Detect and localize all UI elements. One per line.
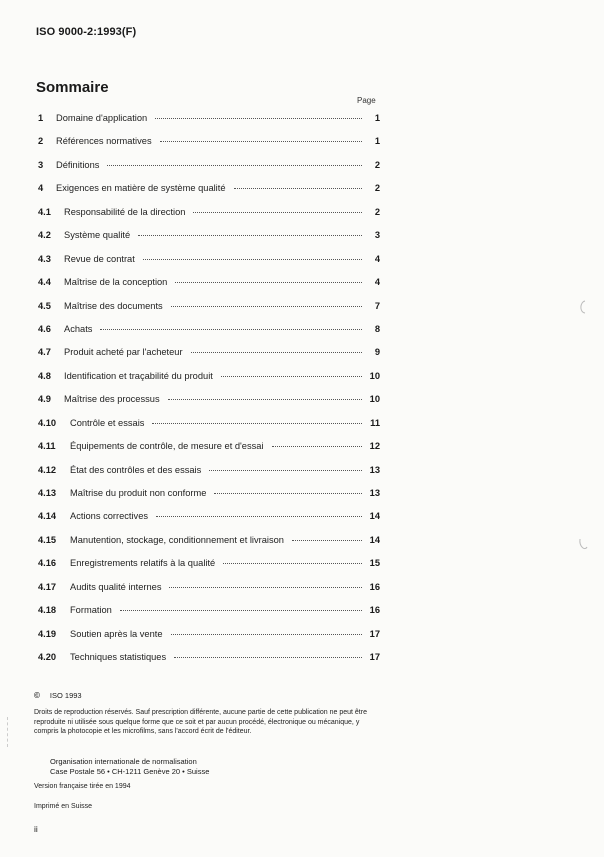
toc-entry-number: 2 xyxy=(38,136,44,147)
toc-leader-dots xyxy=(100,328,362,330)
toc-entry-label: Responsabilité de la direction xyxy=(64,206,186,217)
toc-entry xyxy=(38,348,380,371)
toc-entry-page: 13 xyxy=(369,464,380,475)
binder-hole-mark-top xyxy=(577,300,587,314)
toc-entry-page: 7 xyxy=(374,300,380,311)
toc-entry xyxy=(38,653,380,676)
toc-entry xyxy=(38,442,380,465)
toc-leader-dots xyxy=(193,211,362,213)
organization-block xyxy=(50,757,209,777)
toc-entry-page: 1 xyxy=(374,136,380,147)
toc-leader-dots xyxy=(234,187,362,189)
toc-entry xyxy=(38,231,380,254)
toc-leader-dots xyxy=(223,562,362,564)
toc-leader-dots xyxy=(152,422,362,424)
toc-entry xyxy=(38,419,380,442)
toc-entry-number: 4.9 xyxy=(38,394,51,405)
toc-leader-dots xyxy=(160,140,362,142)
toc-entry-page: 16 xyxy=(369,581,380,592)
toc-entry-page: 17 xyxy=(369,652,380,663)
toc-entry-number: 4.18 xyxy=(38,605,57,616)
toc-entry-number: 4.6 xyxy=(38,323,51,334)
copyright-line xyxy=(34,691,82,700)
toc-entry-page: 14 xyxy=(369,511,380,522)
toc-entry-page: 13 xyxy=(369,488,380,498)
toc-leader-dots xyxy=(221,375,362,377)
toc-entry-number: 3 xyxy=(38,159,44,170)
toc-entry xyxy=(38,536,380,559)
toc-entry xyxy=(38,489,380,512)
toc-entry-number: 4.14 xyxy=(38,511,57,522)
toc-entry-number: 4.3 xyxy=(38,253,51,264)
toc-entry-page: 15 xyxy=(369,558,380,569)
copyright-text: ISO 1993 xyxy=(49,691,82,700)
page-number: ii xyxy=(34,824,38,834)
toc-entry-page: 2 xyxy=(374,206,380,217)
toc-entry-label: Enregistrements relatifs à la qualité xyxy=(70,558,216,569)
toc-entry-label: Audits qualité internes xyxy=(70,581,162,592)
toc-entry-number: 4.2 xyxy=(38,230,51,241)
toc-entry xyxy=(38,583,380,606)
margin-scan-mark xyxy=(7,717,9,747)
toc-entry xyxy=(38,466,380,489)
toc-entry-number: 4.13 xyxy=(38,488,57,498)
toc-entry-label: État des contrôles et des essais xyxy=(70,464,202,475)
page-title: Sommaire xyxy=(36,79,109,96)
toc-entry-page: 17 xyxy=(369,628,380,639)
toc-entry-page: 2 xyxy=(374,183,380,194)
toc-entry-label: Techniques statistiques xyxy=(70,652,167,663)
toc-entry-label: Maîtrise des documents xyxy=(64,300,163,311)
page-column-label: Page xyxy=(357,96,376,105)
toc-entry-page: 10 xyxy=(369,394,380,405)
toc-entry-label: Références normatives xyxy=(56,136,152,147)
toc-entry xyxy=(38,137,380,160)
toc-entry xyxy=(38,114,380,137)
toc-entry-page: 16 xyxy=(369,605,380,616)
toc-entry-page: 4 xyxy=(374,253,380,264)
toc-entry-number: 4.19 xyxy=(38,628,57,639)
rights-notice: Droits de reproduction réservés. Sauf prescription différente, aucune partie de cette publication ne peut être reproduite ni utilisée sous quelque forme que ce soit et par aucun procédé, électronique ou mécanique, y compris la photocopie et les microfilms, sans l'accord écrit de l'éditeur. xyxy=(34,709,367,736)
toc-entry-page: 14 xyxy=(369,534,380,545)
toc-entry-label: Équipements de contrôle, de mesure et d'essai xyxy=(70,441,264,452)
toc-entry xyxy=(38,278,380,301)
toc-leader-dots xyxy=(191,351,362,353)
copyright-icon: © xyxy=(34,691,40,700)
toc-entry-number: 4.8 xyxy=(38,370,51,381)
toc-entry xyxy=(38,372,380,395)
toc-entry-label: Maîtrise du produit non conforme xyxy=(70,488,207,498)
toc-entry-label: Contrôle et essais xyxy=(70,417,145,428)
toc-leader-dots xyxy=(171,633,362,635)
toc-leader-dots xyxy=(169,586,362,588)
toc-entry-number: 4.15 xyxy=(38,534,57,545)
toc-entry-page: 9 xyxy=(374,347,380,358)
toc-leader-dots xyxy=(171,305,362,307)
toc-leader-dots xyxy=(175,281,362,283)
toc-entry-label: Soutien après la vente xyxy=(70,628,163,639)
toc-leader-dots xyxy=(107,164,362,166)
toc-entry-label: Manutention, stockage, conditionnement et livraison xyxy=(70,534,284,545)
toc-entry xyxy=(38,395,380,418)
toc-entry-number: 4.10 xyxy=(38,417,57,428)
version-note: Version française tirée en 1994 xyxy=(34,783,131,790)
toc-entry-label: Maîtrise des processus xyxy=(64,394,160,405)
toc-entry-number: 4.20 xyxy=(38,652,57,663)
toc-leader-dots xyxy=(292,539,362,541)
toc-entry-number: 4.17 xyxy=(38,581,57,592)
toc-entry-number: 4.5 xyxy=(38,300,51,311)
toc-entry xyxy=(38,302,380,325)
toc-entry-label: Produit acheté par l'acheteur xyxy=(64,347,183,358)
toc-entry-label: Domaine d'application xyxy=(56,113,148,123)
toc-entry-number: 4.7 xyxy=(38,347,51,358)
toc-entry xyxy=(38,184,380,207)
toc-entry-number: 4.12 xyxy=(38,464,57,475)
toc-entry xyxy=(38,606,380,629)
toc-entry xyxy=(38,512,380,535)
toc-entry xyxy=(38,630,380,653)
toc-entry-page: 10 xyxy=(369,370,380,381)
binder-hole-mark-bottom xyxy=(578,537,588,551)
toc-leader-dots xyxy=(174,656,362,658)
toc-entry-label: Maîtrise de la conception xyxy=(64,277,168,288)
toc-entry-label: Définitions xyxy=(56,159,100,170)
toc-entry-page: 8 xyxy=(374,323,380,334)
toc-entry xyxy=(38,255,380,278)
toc-entry-number: 4.1 xyxy=(38,206,51,217)
toc-entry xyxy=(38,559,380,582)
toc-leader-dots xyxy=(120,609,362,611)
table-of-contents xyxy=(38,114,380,677)
toc-leader-dots xyxy=(214,492,362,494)
toc-entry xyxy=(38,208,380,231)
organization-address: Case Postale 56 • CH-1211 Genève 20 • Suisse xyxy=(50,767,210,777)
toc-leader-dots xyxy=(156,515,362,517)
toc-entry-page: 12 xyxy=(369,441,380,452)
toc-leader-dots xyxy=(168,398,362,400)
toc-leader-dots xyxy=(209,469,362,471)
toc-entry-label: Revue de contrat xyxy=(64,253,135,264)
toc-leader-dots xyxy=(155,117,362,119)
toc-entry-number: 4.16 xyxy=(38,558,57,569)
document-id-header: ISO 9000-2:1993(F) xyxy=(36,26,137,38)
organization-name: Organisation internationale de normalisation xyxy=(50,757,197,766)
toc-leader-dots xyxy=(143,258,362,260)
toc-entry-page: 1 xyxy=(374,113,380,123)
toc-entry-page: 2 xyxy=(374,159,380,170)
toc-entry-label: Système qualité xyxy=(64,230,131,241)
toc-entry xyxy=(38,161,380,184)
toc-entry-page: 3 xyxy=(374,230,380,241)
toc-entry-label: Achats xyxy=(64,323,93,334)
toc-entry-number: 4 xyxy=(38,183,44,194)
toc-leader-dots xyxy=(138,234,362,236)
toc-leader-dots xyxy=(272,445,362,447)
toc-entry-number: 4.4 xyxy=(38,277,51,288)
toc-entry xyxy=(38,325,380,348)
toc-entry-label: Formation xyxy=(70,605,112,616)
toc-entry-label: Exigences en matière de système qualité xyxy=(56,183,226,194)
toc-entry-label: Actions correctives xyxy=(70,511,149,522)
toc-entry-page: 11 xyxy=(370,417,380,428)
toc-entry-page: 4 xyxy=(374,277,380,288)
toc-entry-label: Identification et traçabilité du produit xyxy=(64,370,213,381)
toc-entry-number: 1 xyxy=(38,113,44,123)
toc-entry-number: 4.11 xyxy=(38,441,56,452)
printed-note: Imprimé en Suisse xyxy=(34,803,92,810)
